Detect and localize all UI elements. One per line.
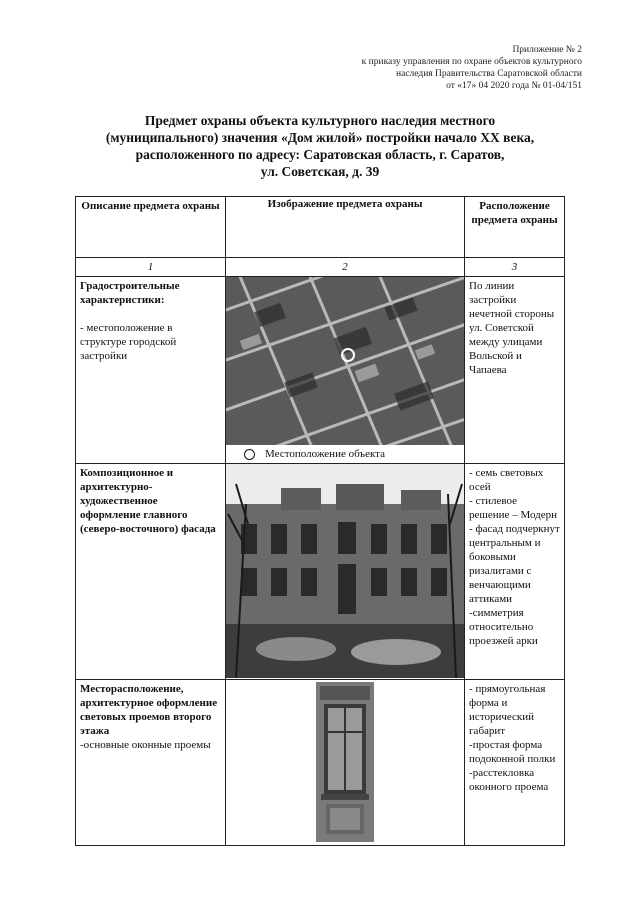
location-cell bbox=[465, 680, 565, 846]
appendix-line: к приказу управления по охране объектов культурного bbox=[361, 57, 582, 67]
appendix-header bbox=[242, 44, 582, 92]
caption-text: Местоположение объекта bbox=[265, 448, 385, 460]
description-title: Градостроительные характеристики: bbox=[80, 280, 180, 306]
location-text: -простая форма подоконной полки bbox=[469, 739, 556, 765]
column-number: 2 bbox=[226, 258, 465, 277]
appendix-line: наследия Правительства Саратовской области bbox=[396, 69, 582, 79]
location-text: - прямоугольная форма и исторический габарит bbox=[469, 683, 546, 737]
header-description: Описание предмета охраны bbox=[76, 197, 226, 258]
header-image: Изображение предмета охраны bbox=[226, 197, 465, 258]
description-title: Месторасположение, архитектурное оформление световых проемов второго этажа bbox=[80, 683, 218, 737]
table-row bbox=[76, 277, 565, 464]
location-text: -расстекловка оконного проема bbox=[469, 767, 549, 793]
title-line: Предмет охраны объекта культурного наследия местного bbox=[144, 113, 496, 128]
location-text: По линии застройки нечетной стороны ул. Советской между улицами Вольской и Чапаева bbox=[469, 280, 555, 376]
facade-photo bbox=[226, 464, 464, 678]
description-text: - местоположение в структуре городской застройки bbox=[80, 322, 177, 362]
title-line: ул. Советская, д. 39 bbox=[260, 164, 380, 179]
location-text: -симметрия относительно проезжей арки bbox=[469, 607, 538, 647]
appendix-line: Приложение № 2 bbox=[512, 45, 582, 55]
protection-table bbox=[75, 196, 565, 846]
table-row bbox=[76, 680, 565, 846]
image-cell bbox=[226, 277, 465, 464]
description-cell bbox=[76, 277, 226, 464]
appendix-line: от «17» 04 2020 года № 01-04/151 bbox=[446, 81, 582, 91]
location-text: - фасад подчеркнут центральным и боковыми ризалитами с венчающими аттиками bbox=[469, 523, 560, 605]
document-title bbox=[70, 112, 570, 180]
image-cell bbox=[226, 680, 465, 846]
map-caption bbox=[226, 445, 464, 461]
description-title: Композиционное и архитектурно-художественное оформление главного (северо-восточного) фасада bbox=[80, 467, 216, 535]
image-cell bbox=[226, 464, 465, 680]
table-row bbox=[76, 464, 565, 680]
location-text: - семь световых осей bbox=[469, 467, 544, 493]
location-cell bbox=[465, 464, 565, 680]
title-line: (муниципального) значения «Дом жилой» постройки начало XX века, bbox=[105, 130, 535, 145]
header-location: Расположение предмета охраны bbox=[465, 197, 565, 258]
window-photo bbox=[316, 682, 374, 842]
description-cell bbox=[76, 680, 226, 846]
location-text: - стилевое решение – Модерн bbox=[469, 495, 557, 521]
description-text: -основные оконные проемы bbox=[80, 739, 211, 751]
window-photo-wrap bbox=[226, 680, 464, 842]
column-number: 3 bbox=[465, 258, 565, 277]
header-row bbox=[76, 197, 565, 258]
title-line: расположенного по адресу: Саратовская область, г. Саратов, bbox=[135, 147, 505, 162]
location-cell bbox=[465, 277, 565, 464]
aerial-map-image bbox=[226, 277, 464, 445]
number-row bbox=[76, 258, 565, 277]
column-number: 1 bbox=[76, 258, 226, 277]
description-cell bbox=[76, 464, 226, 680]
location-marker-icon bbox=[244, 449, 255, 460]
